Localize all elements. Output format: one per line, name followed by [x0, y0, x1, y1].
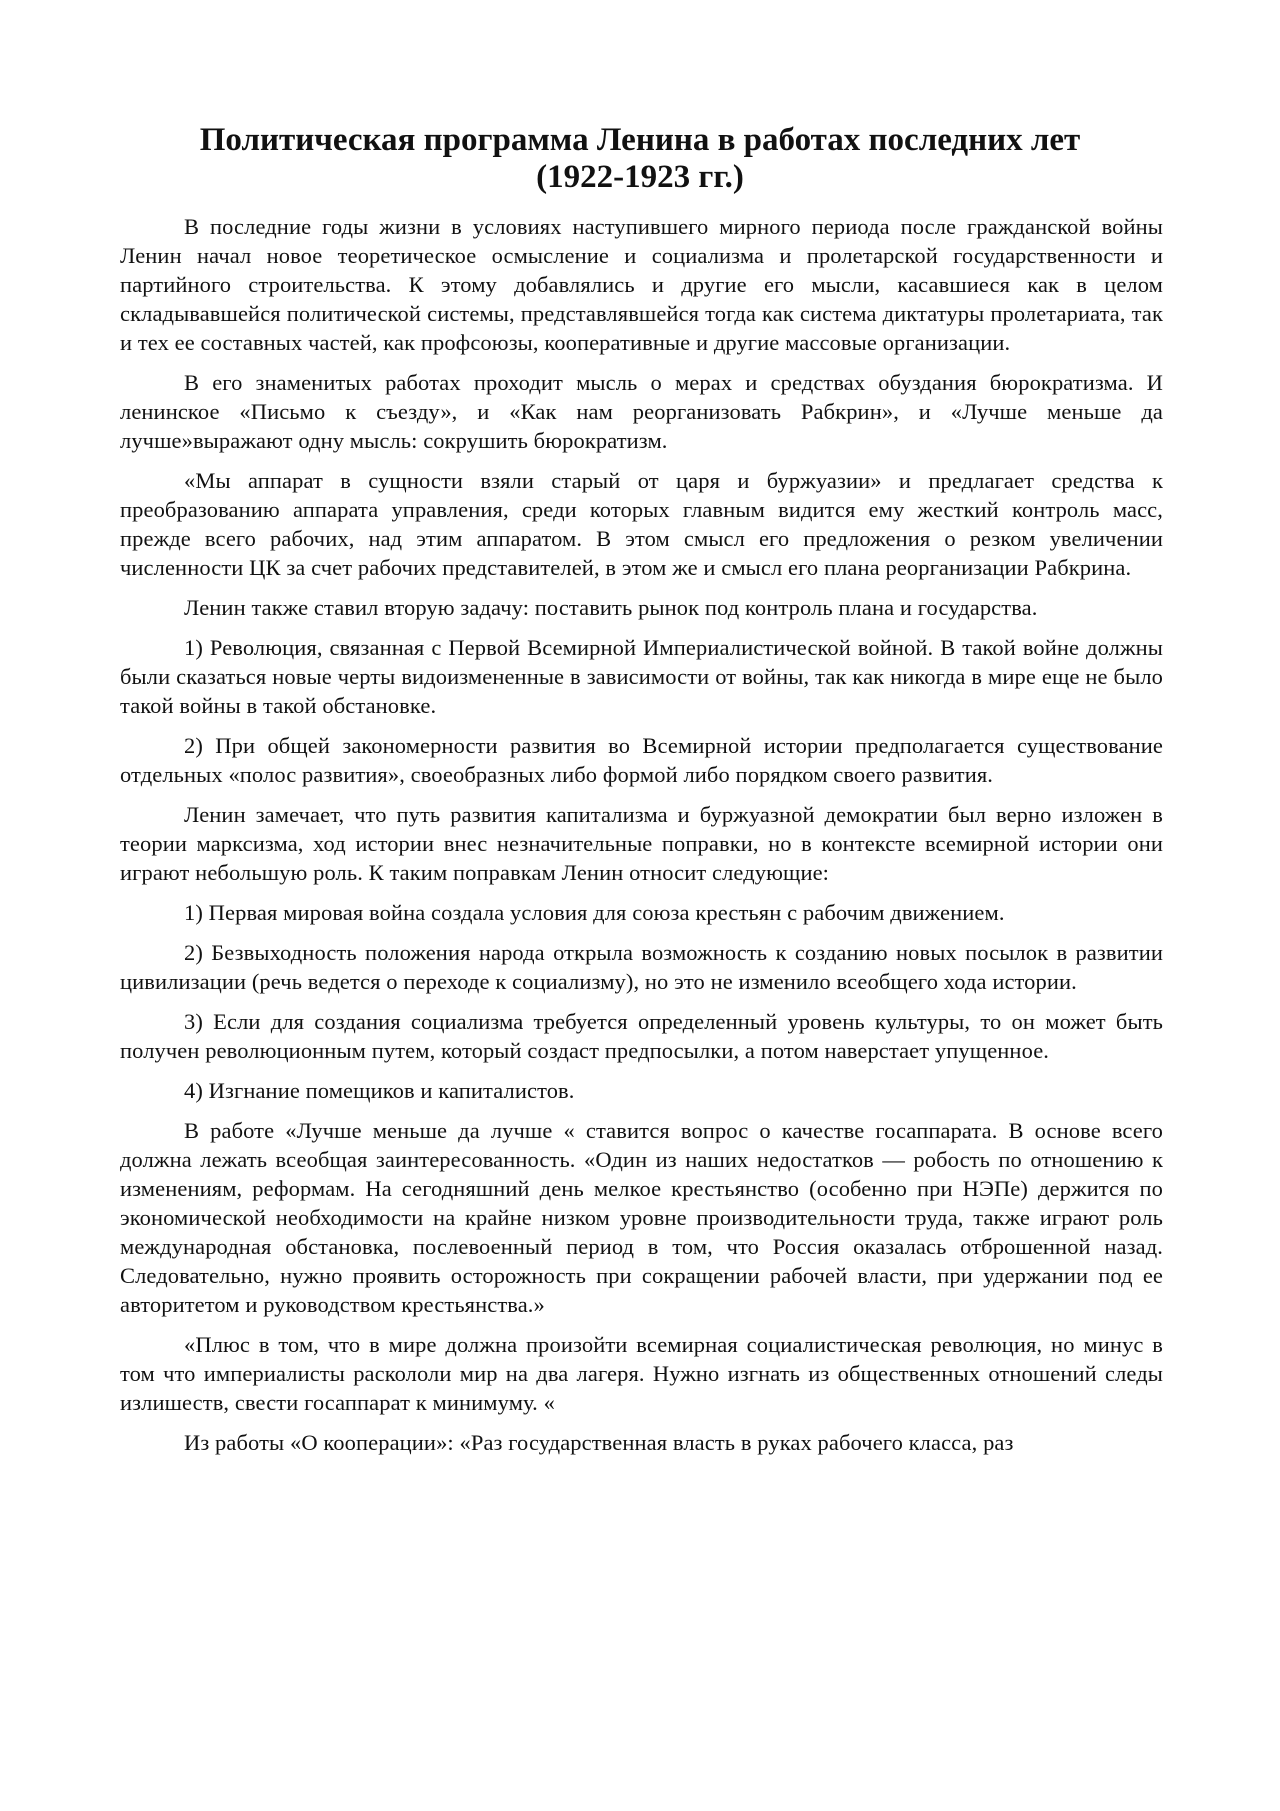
- paragraph: Из работы «О кооперации»: «Раз государственная власть в руках рабочего класса, раз: [184, 1430, 1014, 1455]
- paragraph: 2) При общей закономерности развития во Всемирной истории предполагается существование отдельных «полос развития», своеобразных либо формой либо порядком своего развития.: [120, 733, 1163, 787]
- document-body: [120, 212, 1163, 1468]
- paragraph: «Плюс в том, что в мире должна произойти всемирная социалистическая революция, но минус в том что империалисты раскололи мир на два лагеря. Нужно изгнать из общественных отношений следы излишеств, свести госаппарат к минимуму. «: [120, 1332, 1163, 1415]
- title-line-2: (1922-1923 гг.): [536, 159, 744, 195]
- paragraph: Ленин замечает, что путь развития капитализма и буржуазной демократии был верно изложен в теории марксизма, ход истории внес незначительные поправки, но в контексте всемирной истории они играют небольшую роль. К таким поправкам Ленин относит следующие:: [120, 802, 1163, 885]
- paragraph: В работе «Лучше меньше да лучше « ставится вопрос о качестве госаппарата. В основе всего должна лежать всеобщая заинтересованность. «Один из наших недостатков — робость по отношению к изменениям, реформам. На сегодняшний день мелкое крестьянство (особенно при НЭПе) держится по экономической необходимости на крайне низком уровне производительности труда, также играют роль международная обстановка, послевоенный период в том, что Россия оказалась отброшенной назад. Следовательно, нужно проявить осторожность при сокращении рабочей власти, при удержании под ее авторитетом и руководством крестьянства.»: [120, 1118, 1163, 1317]
- paragraph: 4) Изгнание помещиков и капиталистов.: [184, 1078, 575, 1103]
- paragraph: 1) Первая мировая война создала условия для союза крестьян с рабочим движением.: [184, 900, 1005, 925]
- title-line-1: Политическая программа Ленина в работах последних лет: [199, 122, 1081, 158]
- paragraph: 3) Если для создания социализма требуется определенный уровень культуры, то он может быть получен революционным путем, который создаст предпосылки, а потом наверстает упущенное.: [120, 1009, 1163, 1063]
- paragraph: В последние годы жизни в условиях наступившего мирного периода после гражданской войны Ленин начал новое теоретическое осмысление и социализма и пролетарской государственности и партийного строительства. К этому добавлялись и другие его мысли, касавшиеся как в целом складывавшейся политической системы, представлявшейся тогда как система диктатуры пролетариата, так и тех ее составных частей, как профсоюзы, кооперативные и другие массовые организации.: [120, 214, 1163, 355]
- paragraph: Ленин также ставил вторую задачу: поставить рынок под контроль плана и государства.: [184, 595, 1038, 620]
- paragraph: 2) Безвыходность положения народа открыла возможность к созданию новых посылок в развитии цивилизации (речь ведется о переходе к социализму), но это не изменило всеобщего хода истории.: [120, 940, 1163, 994]
- paragraph: «Мы аппарат в сущности взяли старый от царя и буржуазии» и предлагает средства к преобразованию аппарата управления, среди которых главным видится ему жесткий контроль масс, прежде всего рабочих, над этим аппаратом. В этом смысл его предложения о резком увеличении численности ЦК за счет рабочих представителей, в этом же и смысл его плана реорганизации Рабкрина.: [120, 468, 1163, 580]
- paragraph: В его знаменитых работах проходит мысль о мерах и средствах обуздания бюрократизма. И ленинское «Письмо к съезду», и «Как нам реорганизовать Рабкрин», и «Лучше меньше да лучше»выражают одну мысль: сокрушить бюрократизм.: [120, 370, 1163, 453]
- document-title: [120, 122, 1160, 196]
- paragraph: 1) Революция, связанная с Первой Всемирной Империалистической войной. В такой войне должны были сказаться новые черты видоизмененные в зависимости от войны, так как никогда в мире еще не было такой войны в такой обстановке.: [120, 635, 1163, 718]
